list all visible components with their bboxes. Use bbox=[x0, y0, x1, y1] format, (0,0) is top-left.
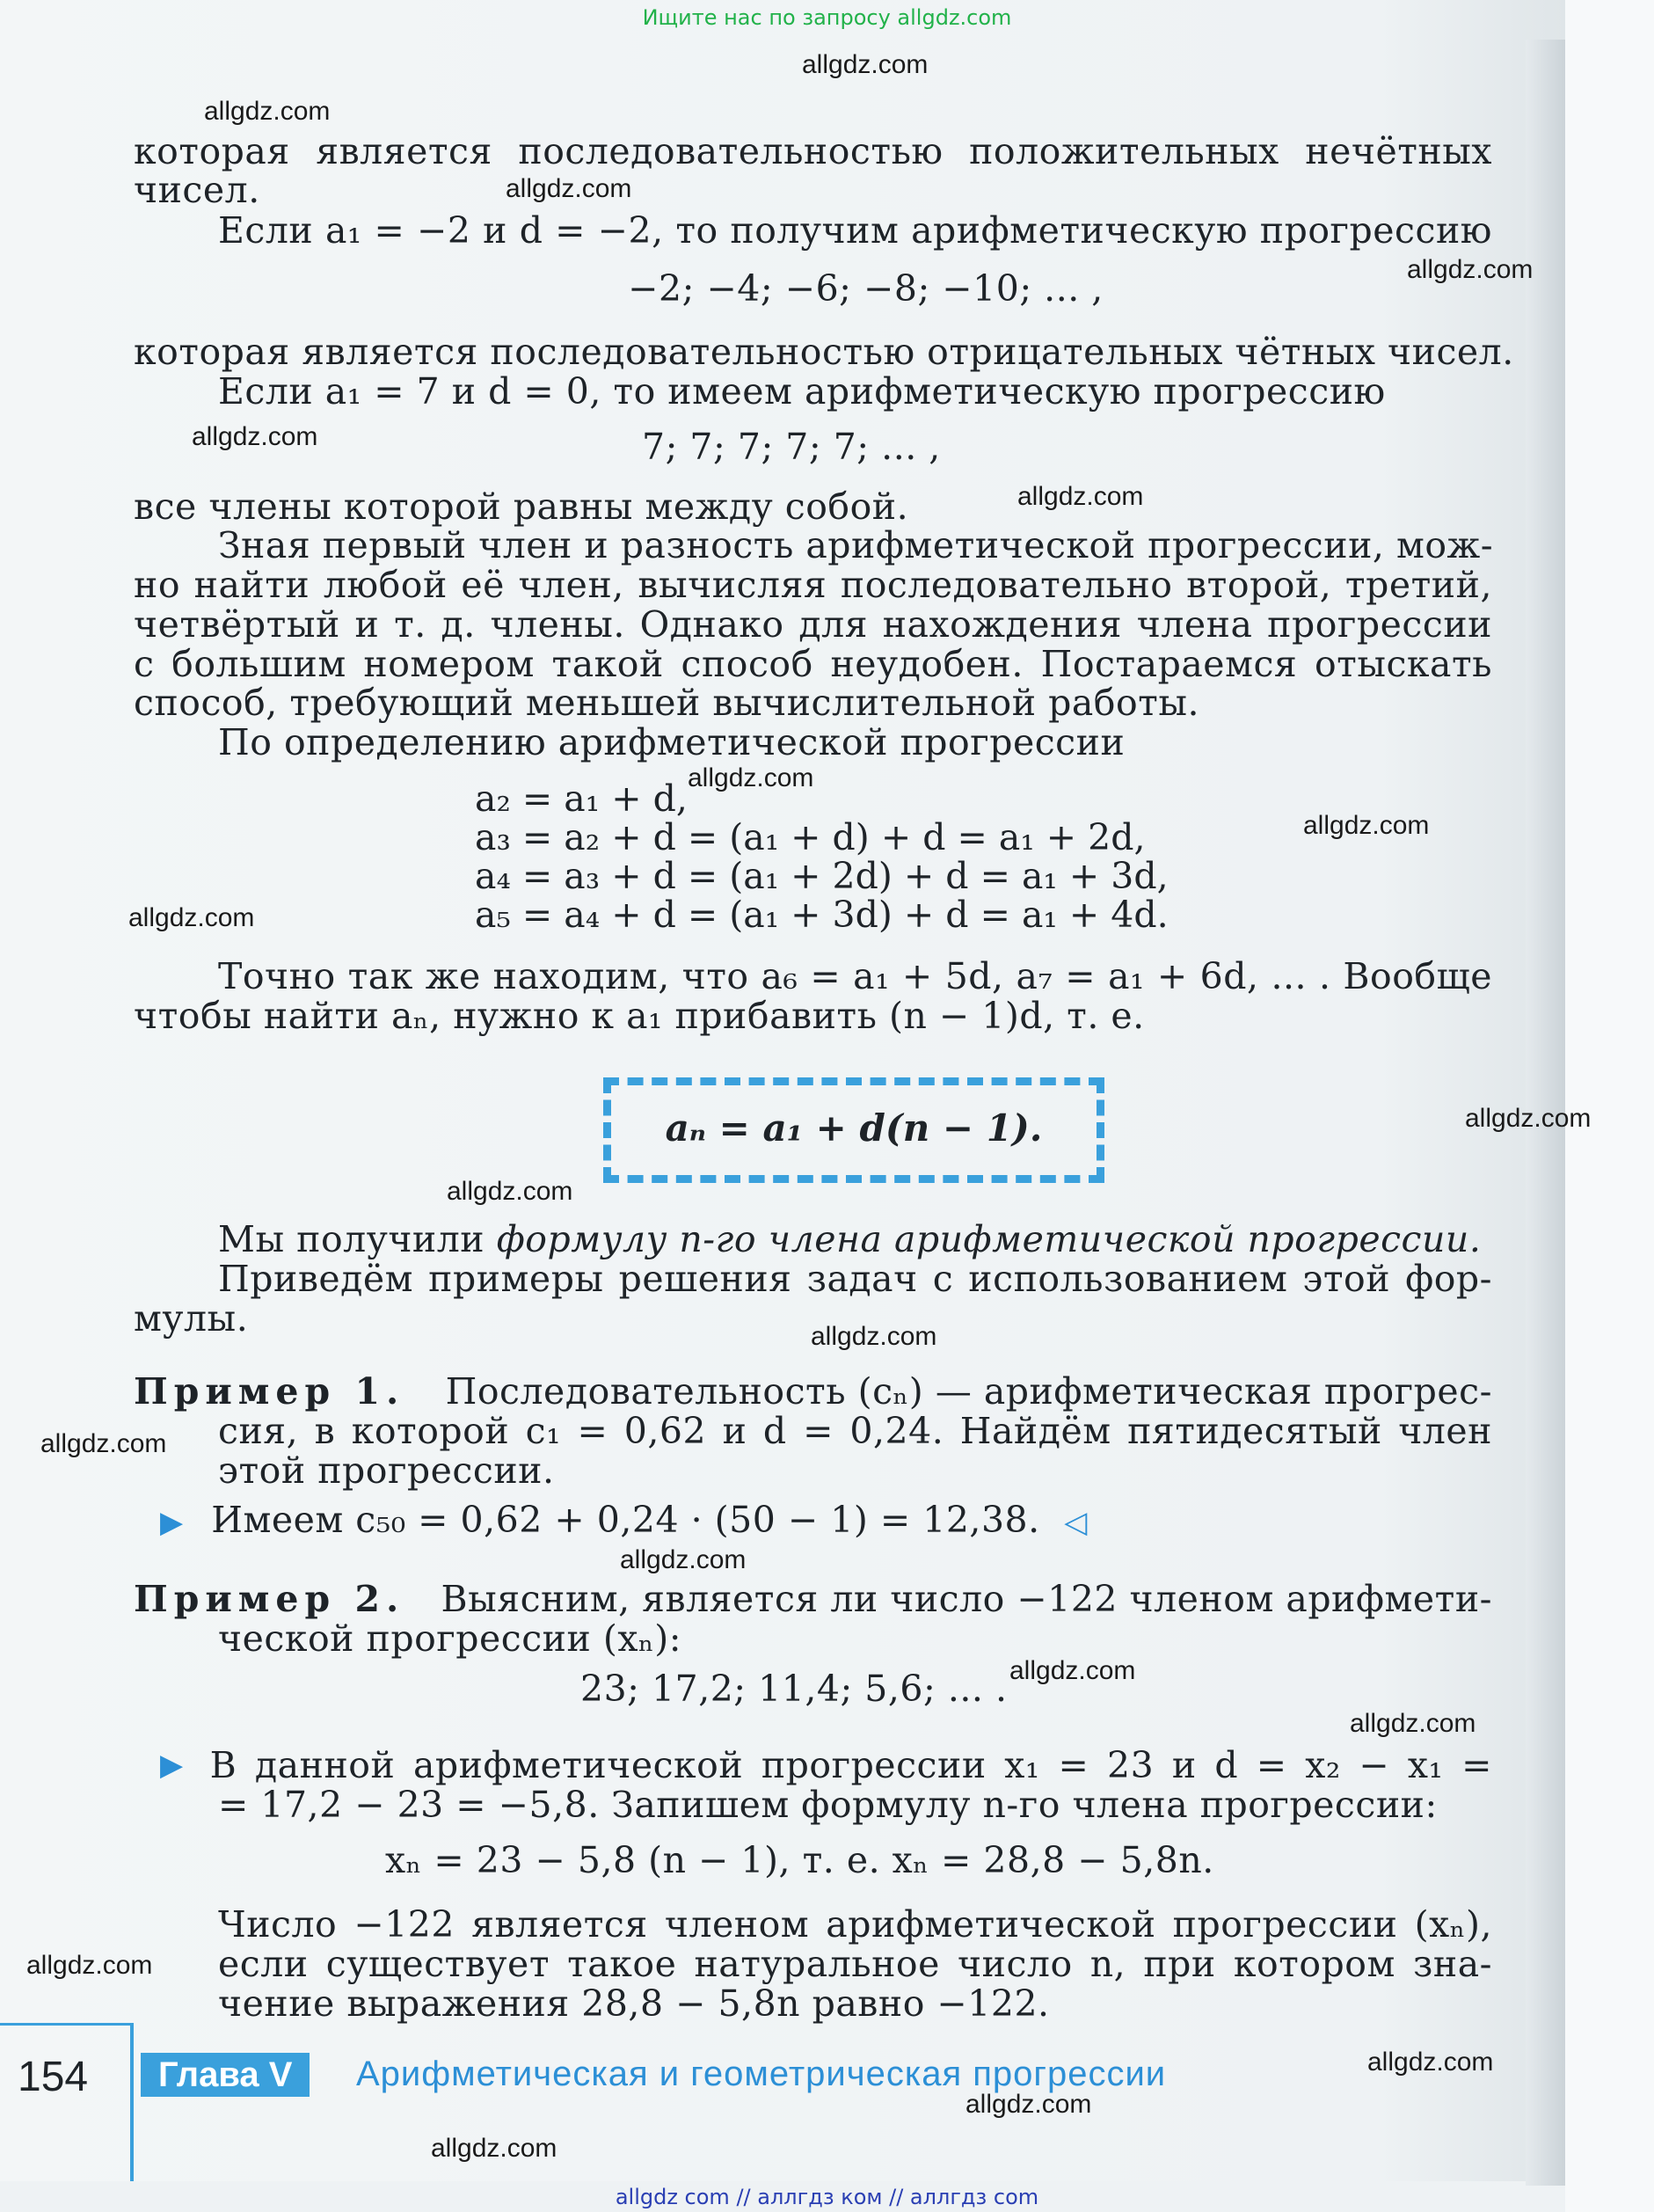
text-line: четвёртый и т. д. члены. Однако для нахождения члена прогрессии bbox=[134, 603, 1492, 646]
text-line: если существует такое натуральное число n, при котором зна- bbox=[218, 1943, 1492, 1985]
text-line: чение выражения 28,8 − 5,8n равно −122. bbox=[218, 1982, 1050, 2025]
watermark: allgdz.com bbox=[1017, 482, 1144, 511]
page-number: 154 bbox=[18, 2054, 89, 2100]
sequence-example: −2; −4; −6; −8; −10; ... , bbox=[628, 267, 1104, 310]
text-line: но найти любой её член, вычисляя последовательно второй, третий, bbox=[134, 564, 1492, 606]
watermark: allgdz.com bbox=[1367, 2048, 1494, 2077]
bottom-banner[interactable]: allgdz com // аллгдз ком // аллгдз com bbox=[615, 2185, 1039, 2209]
solution-line bbox=[160, 1500, 1519, 1542]
watermark: allgdz.com bbox=[1009, 1656, 1136, 1685]
watermark: allgdz.com bbox=[128, 903, 255, 932]
sequence-example: 7; 7; 7; 7; 7; ... , bbox=[642, 426, 941, 468]
watermark: allgdz.com bbox=[688, 763, 814, 792]
footer-rule bbox=[0, 2023, 134, 2026]
equation-line: a₅ = a₄ + d = (a₁ + 3d) + d = a₁ + 4d. bbox=[475, 894, 1169, 936]
text-span: Имеем c₅₀ = 0,62 + 0,24 · (50 − 1) = 12,38. bbox=[211, 1499, 1040, 1541]
text-line: Приведём примеры решения задач с использованием этой фор- bbox=[218, 1258, 1492, 1300]
watermark: allgdz.com bbox=[431, 2134, 557, 2163]
text-line: Точно так же находим, что a₆ = a₁ + 5d, a₇ = a₁ + 6d, ... . Вообще bbox=[218, 955, 1492, 997]
top-banner[interactable]: Ищите нас по запросу allgdz.com bbox=[642, 5, 1012, 30]
watermark: allgdz.com bbox=[447, 1177, 573, 1206]
watermark: allgdz.com bbox=[192, 422, 318, 451]
nth-term-formula: aₙ = a₁ + d(n − 1). bbox=[665, 1106, 1043, 1150]
watermark: allgdz.com bbox=[1350, 1709, 1476, 1738]
equation-line: a₄ = a₃ + d = (a₁ + 2d) + d = a₁ + 3d, bbox=[475, 855, 1169, 897]
sequence-example: 23; 17,2; 11,4; 5,6; ... . bbox=[580, 1668, 1008, 1710]
watermark: allgdz.com bbox=[620, 1545, 747, 1574]
text-line: все члены которой равны между собой. bbox=[134, 485, 909, 528]
watermark: allgdz.com bbox=[204, 97, 331, 126]
text-line: Число −122 является членом арифметической прогрессии (xₙ), bbox=[218, 1903, 1492, 1946]
watermark: allgdz.com bbox=[811, 1322, 937, 1351]
text-line bbox=[218, 1220, 1492, 1259]
example-label: Пример 1. bbox=[134, 1370, 405, 1413]
text-line: мулы. bbox=[134, 1297, 249, 1340]
watermark: allgdz.com bbox=[506, 174, 632, 203]
example-label: Пример 2. bbox=[134, 1578, 405, 1620]
watermark: allgdz.com bbox=[1465, 1104, 1592, 1133]
text-line: Если a₁ = 7 и d = 0, то имеем арифметическую прогрессию bbox=[218, 370, 1386, 412]
text-line: чтобы найти aₙ, нужно к a₁ прибавить (n − 1)d, т. е. bbox=[134, 995, 1145, 1037]
text-line: которая является последовательностью отрицательных чётных чисел. bbox=[134, 331, 1514, 373]
text-line: По определению арифметической прогрессии bbox=[218, 721, 1126, 763]
example-2-header bbox=[134, 1580, 1492, 1618]
text-line: чисел. bbox=[134, 169, 260, 211]
footer-rule bbox=[130, 2023, 134, 2181]
watermark: allgdz.com bbox=[1303, 811, 1430, 840]
text-line: с большим номером такой способ неудобен. Постараемся отыскать bbox=[134, 643, 1492, 685]
solution-line bbox=[160, 1746, 1492, 1785]
text-line: этой прогрессии. bbox=[218, 1449, 555, 1492]
chapter-label: Глава V bbox=[141, 2053, 310, 2097]
solution-start-triangle-icon: ▶ bbox=[160, 1505, 184, 1540]
text-line: сия, в которой c₁ = 0,62 и d = 0,24. Найдём пятидесятый член bbox=[218, 1410, 1492, 1452]
equation-line: xₙ = 23 − 5,8 (n − 1), т. е. xₙ = 28,8 − 5,8n. bbox=[385, 1839, 1214, 1881]
text-span: В данной арифметической прогрессии x₁ = 23 и d = x₂ − x₁ = bbox=[209, 1744, 1492, 1786]
watermark: allgdz.com bbox=[802, 50, 929, 79]
text-span: Выясним, является ли число −122 членом арифмети- bbox=[441, 1578, 1492, 1620]
text-line: Если a₁ = −2 и d = −2, то получим арифметическую прогрессию bbox=[218, 209, 1492, 252]
example-1-header bbox=[134, 1372, 1492, 1411]
defined-term: формулу n-го члена арифметической прогрессии. bbox=[496, 1218, 1482, 1260]
solution-start-triangle-icon: ▶ bbox=[160, 1748, 184, 1783]
equation-line: a₃ = a₂ + d = (a₁ + d) + d = a₁ + 2d, bbox=[475, 816, 1146, 858]
text-line: способ, требующий меньшей вычислительной работы. bbox=[134, 682, 1199, 724]
text-line: которая является последовательностью положительных нечётных bbox=[134, 130, 1492, 172]
text-line: Зная первый член и разность арифметической прогрессии, мож- bbox=[218, 524, 1494, 566]
chapter-title: Арифметическая и геометрическая прогрессии bbox=[356, 2055, 1167, 2093]
watermark: allgdz.com bbox=[965, 2090, 1092, 2119]
text-span: Последовательность (cₙ) — арифметическая прогрес- bbox=[445, 1370, 1492, 1413]
text-span: Мы получили bbox=[218, 1218, 485, 1260]
watermark: allgdz.com bbox=[1407, 255, 1534, 284]
equation-line: a₂ = a₁ + d, bbox=[475, 777, 688, 820]
text-line: = 17,2 − 23 = −5,8. Запишем формулу n-го члена прогрессии: bbox=[218, 1784, 1438, 1826]
watermark: allgdz.com bbox=[26, 1951, 153, 1980]
watermark: allgdz.com bbox=[40, 1429, 167, 1458]
solution-end-triangle-icon: ◁ bbox=[1064, 1505, 1088, 1540]
text-line: ческой прогрессии (xₙ): bbox=[218, 1617, 682, 1660]
